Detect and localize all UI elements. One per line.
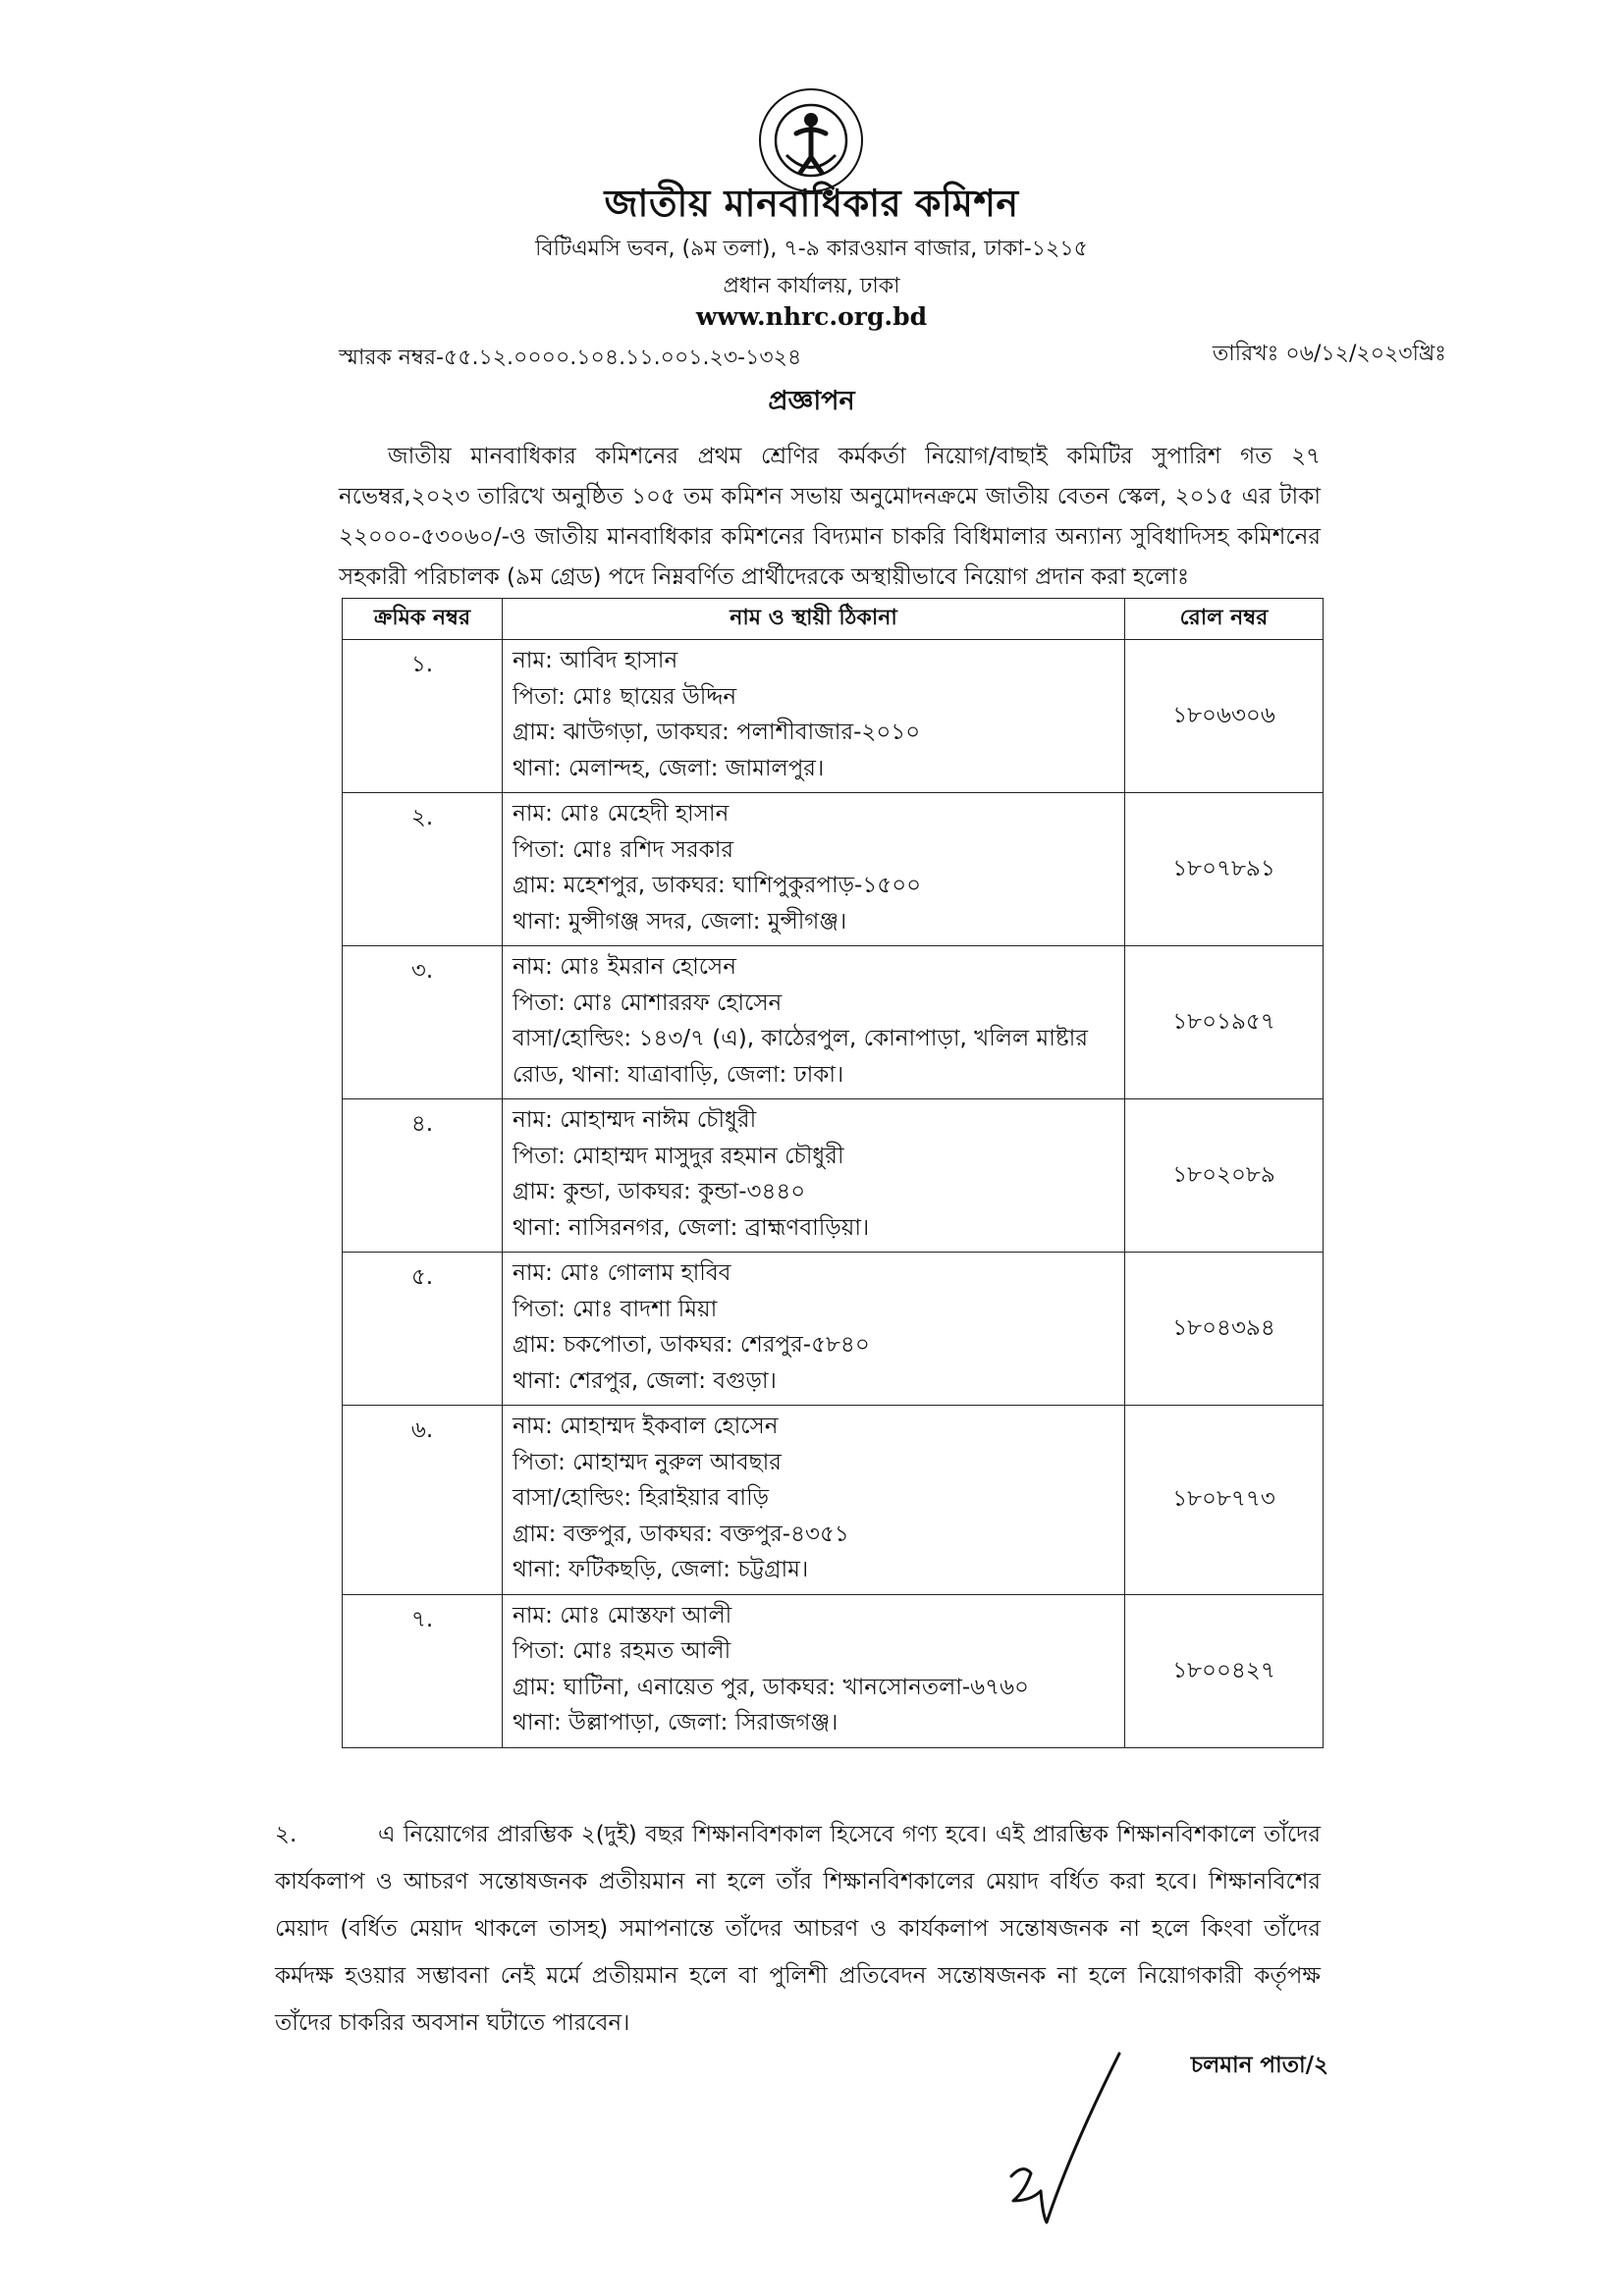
address-line-text: থানা: ফটিকছড়ি, জেলা: চট্টগ্রাম। bbox=[513, 1557, 809, 1582]
row-roll-number: ১৮০০৪২৭ bbox=[1125, 1594, 1324, 1747]
row-name-address bbox=[503, 946, 1125, 1099]
header-name-address: নাম ও স্থায়ী ঠিকানা bbox=[503, 599, 1125, 640]
row-serial: ৩. bbox=[343, 946, 503, 1099]
address-line-text: পিতা: মোহাম্মদ মাসুদুর রহমান চৌধুরী bbox=[513, 1143, 844, 1169]
office-line: প্রধান কার্যালয়, ঢাকা bbox=[723, 274, 900, 298]
address-line-text: নাম: আবিদ হাসান bbox=[513, 648, 678, 673]
address-line-text: নাম: মোঃ মোস্তফা আলী bbox=[513, 1602, 732, 1629]
row-name-address bbox=[503, 640, 1125, 793]
row-name-address bbox=[503, 1594, 1125, 1747]
address-line-text: নাম: মোহাম্মদ ইকবাল হোসেন bbox=[513, 1414, 779, 1439]
row-name-address bbox=[503, 1406, 1125, 1595]
table-row bbox=[343, 1253, 1324, 1406]
address-line-text: পিতা: মোঃ বাদশা মিয়া bbox=[513, 1296, 718, 1322]
row-serial: ৭. bbox=[343, 1594, 503, 1747]
row-name-address bbox=[503, 1099, 1125, 1253]
row-roll-number: ১৮০৮৭৭৩ bbox=[1125, 1406, 1324, 1595]
table-row bbox=[343, 640, 1324, 793]
row-serial: ১. bbox=[343, 640, 503, 793]
clause-number: ২. bbox=[275, 1822, 298, 1847]
row-roll-number: ১৮০২০৮৯ bbox=[1125, 1099, 1324, 1253]
address-line-text: গ্রাম: ঝাউগড়া, ডাকঘর: পলাশীবাজার-২০১০ bbox=[513, 720, 921, 745]
address-line-text: বাসা/হোল্ডিং: ১৪৩/৭ (এ), কাঠেরপুল, কোনাপাড়া, খলিল মাষ্টার bbox=[513, 1026, 1088, 1051]
address-line-text: বাসা/হোল্ডিং: হিরাইয়ার বাড়ি bbox=[513, 1485, 770, 1511]
organization-name: জাতীয় মানবাধিকার কমিশন bbox=[604, 182, 1019, 225]
address-line-text: রোড, থানা: যাত্রাবাড়ি, জেলা: ঢাকা। bbox=[513, 1061, 844, 1088]
address-line-text: পিতা: মোহাম্মদ নুরুল আবছার bbox=[513, 1449, 782, 1475]
address-line-text: পিতা: মোঃ ছায়ের উদ্দিন bbox=[513, 683, 737, 710]
clause-2 bbox=[275, 1811, 1321, 2047]
row-roll-number: ১৮০৭৮৯১ bbox=[1125, 793, 1324, 946]
row-name-address bbox=[503, 793, 1125, 946]
address-line-text: থানা: মুন্সীগঞ্জ সদর, জেলা: মুন্সীগঞ্জ। bbox=[513, 908, 847, 934]
memo-date: তারিখঃ ০৬/১২/২০২৩খ্রিঃ bbox=[1212, 342, 1446, 366]
address-line-text: পিতা: মোঃ মোশাররফ হোসেন bbox=[513, 989, 783, 1016]
address-line-text: নাম: মোঃ ইমরান হোসেন bbox=[513, 954, 736, 980]
address-line-text: গ্রাম: কুন্ডা, ডাকঘর: কুন্ডা-৩৪৪০ bbox=[513, 1179, 806, 1204]
address-line-text: থানা: মেলান্দহ, জেলা: জামালপুর। bbox=[513, 755, 825, 781]
row-serial: ২. bbox=[343, 793, 503, 946]
address-line-text: নাম: মোঃ মেহেদী হাসান bbox=[513, 801, 730, 827]
signature-mark-icon bbox=[1001, 2044, 1129, 2240]
table-row bbox=[343, 1594, 1324, 1747]
header-serial: ক্রমিক নম্বর bbox=[343, 599, 503, 640]
table-header-row bbox=[343, 599, 1324, 640]
address-line-text: নাম: মোহাম্মদ নাঈম চৌধুরী bbox=[513, 1107, 757, 1133]
header-roll: রোল নম্বর bbox=[1125, 599, 1324, 640]
address-line-text: পিতা: মোঃ রশিদ সরকার bbox=[513, 836, 734, 863]
table-row bbox=[343, 1406, 1324, 1595]
row-serial: ৫. bbox=[343, 1253, 503, 1406]
table-body bbox=[343, 640, 1324, 1748]
address-line-text: থানা: শেরপুর, জেলা: বগুড়া। bbox=[513, 1367, 777, 1394]
address-line-text: গ্রাম: বক্তপুর, ডাকঘর: বক্তপুর-৪৩৫১ bbox=[513, 1521, 849, 1547]
notice-paragraph bbox=[339, 437, 1321, 598]
row-serial: ৬. bbox=[343, 1406, 503, 1595]
row-roll-number: ১৮০৬৩০৬ bbox=[1125, 640, 1324, 793]
table-row bbox=[343, 793, 1324, 946]
appointment-table bbox=[342, 598, 1324, 1748]
clause-text: এ নিয়োগের প্রারম্ভিক ২(দুই) বছর শিক্ষানবিশকাল হিসেবে গণ্য হবে। এই প্রারম্ভিক শিক্ষানবিশকালে তাঁদের কার্যকলাপ ও আচরণ সন্তোষজনক প্রতীয়মান না হলে তাঁর শিক্ষানবিশকালের মেয়াদ বর্ধিত করা হবে। শিক্ষানবিশের মেয়াদ (বর্ধিত মেয়াদ থাকলে তাসহ) সমাপনান্তে তাঁদের আচরণ ও কার্যকলাপ সন্তোষজনক না হলে কিংবা তাঁদের কর্মদক্ষ হওয়ার সম্ভাবনা নেই মর্মে প্রতীয়মান হলে বা পুলিশী প্রতিবেদন সন্তোষজনক না হলে নিয়োগকারী কর্তৃপক্ষ তাঁদের চাকরির অবসান ঘটাতে পারবেন। bbox=[275, 1822, 1321, 2036]
continued-page-note: চলমান পাতা/২ bbox=[1190, 2053, 1328, 2078]
website-link[interactable]: www.nhrc.org.bd bbox=[695, 302, 928, 331]
address-line-text: গ্রাম: মহেশপুর, ডাকঘর: ঘাশিপুকুরপাড়-১৫০০ bbox=[513, 873, 922, 898]
row-roll-number: ১৮০৪৩৯৪ bbox=[1125, 1253, 1324, 1406]
row-name-address bbox=[503, 1253, 1125, 1406]
address-line-text: থানা: উল্লাপাড়া, জেলা: সিরাজগঞ্জ। bbox=[513, 1710, 839, 1735]
address-line-text: থানা: নাসিরনগর, জেলা: ব্রাহ্মণবাড়িয়া। bbox=[513, 1214, 870, 1241]
table-row bbox=[343, 1099, 1324, 1253]
row-roll-number: ১৮০১৯৫৭ bbox=[1125, 946, 1324, 1099]
address-line-text: গ্রাম: চকপোতা, ডাকঘর: শেরপুর-৫৮৪০ bbox=[513, 1332, 870, 1358]
table-row bbox=[343, 946, 1324, 1099]
address-line-text: নাম: মোঃ গোলাম হাবিব bbox=[513, 1260, 731, 1286]
memo-number: স্মারক নম্বর-৫৫.১২.০০০০.১০৪.১১.০০১.২৩-১৩২৪ bbox=[339, 346, 802, 370]
address-line: বিটিএমসি ভবন, (৯ম তলা), ৭-৯ কারওয়ান বাজার, ঢাকা-১২১৫ bbox=[535, 237, 1088, 261]
notice-title: প্রজ্ঞাপন bbox=[768, 386, 855, 416]
row-serial: ৪. bbox=[343, 1099, 503, 1253]
notice-paragraph-text: জাতীয় মানবাধিকার কমিশনের প্রথম শ্রেণির কর্মকর্তা নিয়োগ/বাছাই কমিটির সুপারিশ গত ২৭ নভেম্বর,২০২৩ তারিখে অনুষ্ঠিত ১০৫ তম কমিশন সভায় অনুমোদনক্রমে জাতীয় বেতন স্কেল, ২০১৫ এর টাকা ২২০০০-৫৩০৬০/-ও জাতীয় মানবাধিকার কমিশনের বিদ্যমান চাকরি বিধিমালার অন্যান্য সুবিধাদিসহ কমিশনের সহকারী পরিচালক (৯ম গ্রেড) পদে নিম্নবর্ণিত প্রার্থীদেরকে অস্থায়ীভাবে নিয়োগ প্রদান করা হলোঃ bbox=[339, 444, 1321, 590]
address-line-text: পিতা: মোঃ রহমত আলী bbox=[513, 1638, 731, 1664]
address-line-text: গ্রাম: ঘাটিনা, এনায়েত পুর, ডাকঘর: খানসোনতলা-৬৭৬০ bbox=[513, 1674, 1030, 1700]
